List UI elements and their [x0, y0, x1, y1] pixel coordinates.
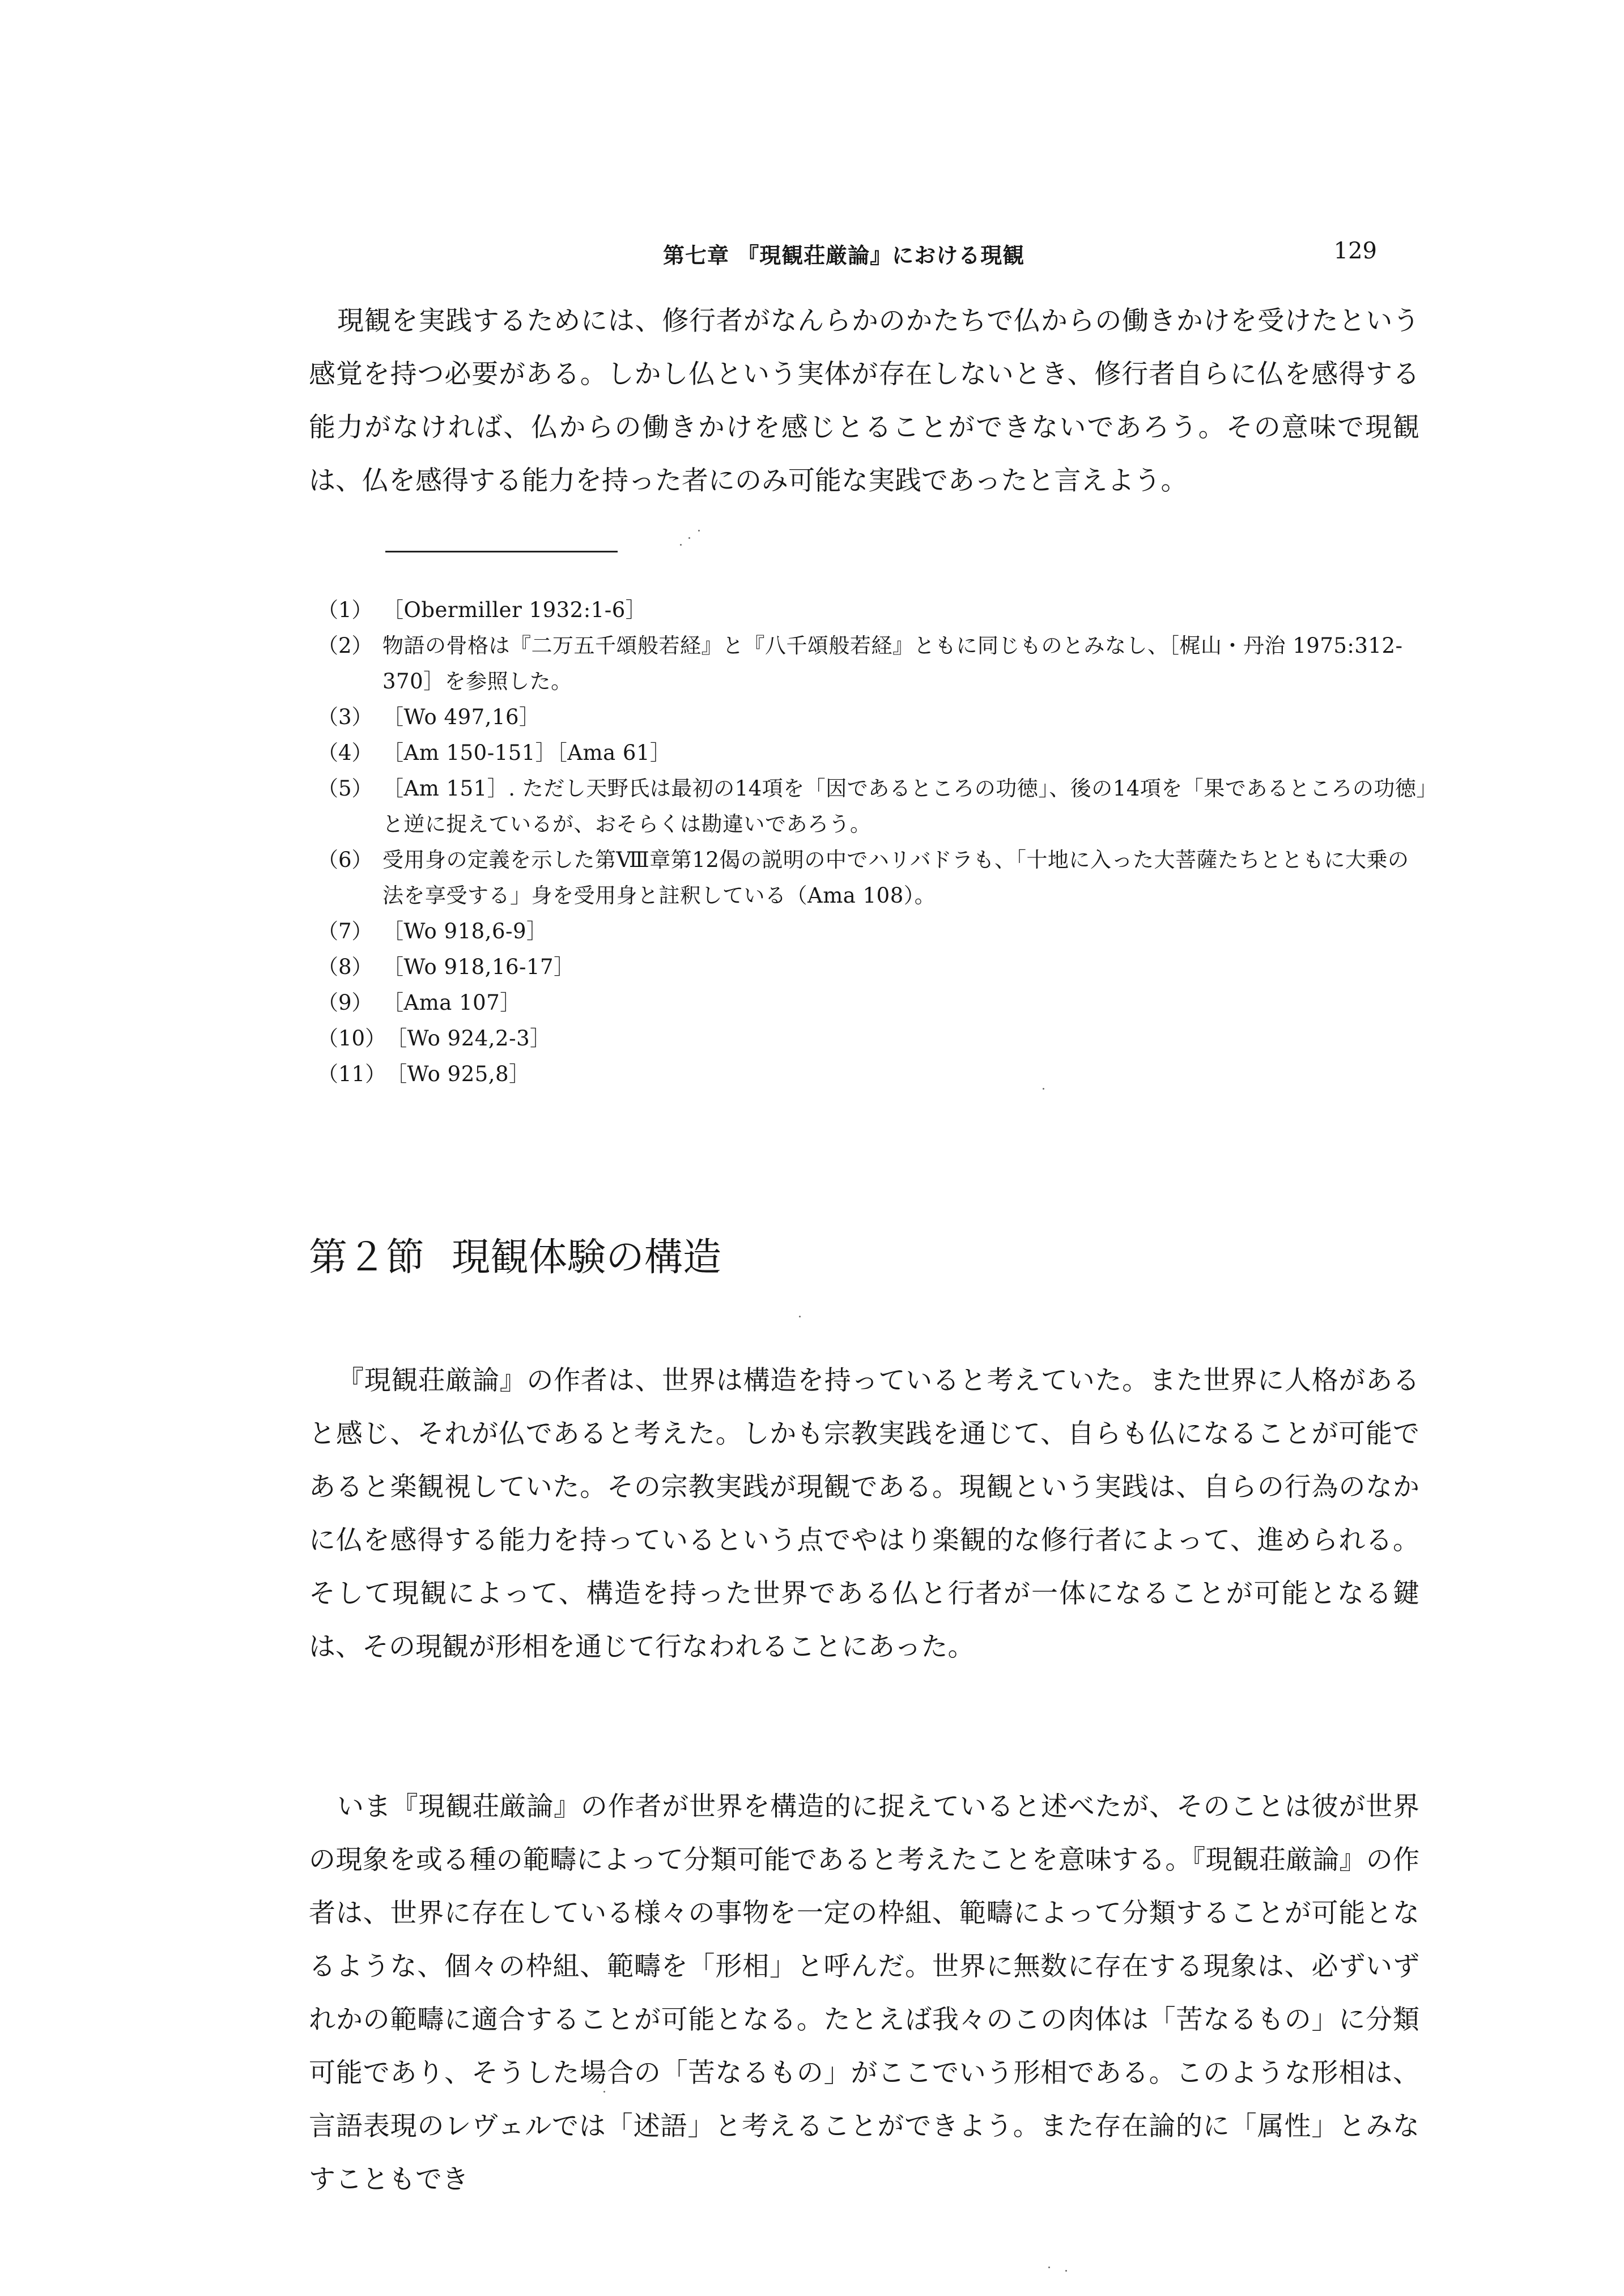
section-heading [309, 1227, 721, 1282]
footnote-number: （10） [317, 1026, 386, 1051]
footnote-text: ［Obermiller 1932:1-6］ [382, 598, 647, 622]
section-number: 第２節 [309, 1235, 425, 1280]
paragraph-intro: 現観を実践するためには、修行者がなんらかのかたちで仏からの働きかけを受けたという感覚を持つ必要がある。しかし仏という実体が存在しないとき、修行者自らに仏を感得する能力がなければ、仏からの働きかけを感じとることができないであろう。その意味で現観は、仏を感得する能力を持った者にのみ可能な実践であったと言えよう。 [309, 305, 1419, 496]
footnote-number: （1） [317, 598, 373, 622]
paragraph-section-1: 『現観荘厳論』の作者は、世界は構造を持っていると考えていた。また世界に人格があると感じ、それが仏であると考えた。しかも宗教実践を通じて、自らも仏になることが可能であると楽観視していた。その宗教実践が現観である。現観という実践は、自らの行為のなかに仏を感得する能力を持っているという点でやはり楽観的な修行者によって、進められる。そして現観によって、構造を持った世界である仏と行者が一体になることが可能となる鍵は、その現観が形相を通じて行なわれることにあった。 [309, 1365, 1419, 1663]
footnote-number: （7） [317, 919, 373, 943]
page-number: 129 [1333, 238, 1377, 264]
footnote-item [317, 949, 1428, 985]
scan-speck [1065, 2270, 1067, 2272]
scan-speck [799, 1316, 801, 1317]
footnote-item [317, 628, 1428, 699]
paragraph-section-2: いま『現観荘厳論』の作者が世界を構造的に捉えていると述べたが、そのことは彼が世界の現象を或る種の範疇によって分類可能であると考えたことを意味する。『現観荘厳論』の作者は、世界に存在している様々の事物を一定の枠組、範疇によって分類することが可能となるような、個々の枠組、範疇を「形相」と呼んだ。世界に無数に存在する現象は、必ずいずれかの範疇に適合することが可能となる。たとえば我々のこの肉体は「苦なるもの」に分類可能であり、そうした場合の「苦なるもの」がここでいう形相である。このような形相は、言語表現のレヴェルでは「述語」と考えることができよう。また存在論的に「属性」とみなすこともでき [309, 1791, 1419, 2195]
footnote-item [317, 735, 1428, 771]
footnote-number: （2） [317, 633, 373, 658]
footnote-number: （4） [317, 741, 373, 765]
footnote-text: ［Am 150-151］［Ama 61］ [382, 741, 671, 765]
footnote-number: （3） [317, 705, 373, 729]
footnote-item [317, 842, 1428, 913]
footnote-number: （8） [317, 955, 373, 979]
footnote-text: ［Am 151］. ただし天野氏は最初の14項を「因であるところの功徳」、後の14項を「果であるところの功徳」と逆に捉えているが、おそらくは勘違いであろう。 [382, 776, 1427, 836]
scan-speck [688, 537, 690, 539]
section-title: 現観体験の構造 [452, 1235, 722, 1280]
scan-speck [698, 530, 700, 532]
running-title: 第七章 『現観荘厳論』における現観 [663, 243, 1025, 268]
footnote-text: ［Wo 925,8］ [386, 1062, 530, 1086]
footnote-text: ［Wo 918,16-17］ [382, 955, 575, 979]
footnote-item [317, 592, 1428, 628]
scan-speck [680, 544, 682, 546]
footnote-item [317, 1056, 1428, 1092]
footnote-text: ［Wo 918,6-9］ [382, 919, 548, 943]
footnote-item [317, 1021, 1428, 1056]
footnote-number: （11） [317, 1062, 386, 1086]
footnote-divider [385, 551, 618, 552]
scan-speck [1043, 1088, 1044, 1090]
footnotes-list [317, 592, 1428, 1092]
footnote-item [317, 699, 1428, 735]
footnote-item [317, 913, 1428, 949]
footnote-item [317, 771, 1428, 842]
footnote-text: ［Ama 107］ [382, 990, 521, 1015]
footnote-number: （9） [317, 990, 373, 1015]
footnote-item [317, 985, 1428, 1021]
footnote-text: 受用身の定義を示した第Ⅷ章第12偈の説明の中でハリバドラも、「十地に入った大菩薩たちとともに大乗の法を享受する」身を受用身と註釈している（Ama 108）。 [382, 848, 1409, 908]
footnote-number: （5） [317, 776, 373, 801]
scan-speck [1048, 2267, 1050, 2268]
footnote-text: ［Wo 497,16］ [382, 705, 541, 729]
scan-speck [603, 2091, 605, 2093]
running-header [663, 238, 1377, 272]
footnote-text: ［Wo 924,2-3］ [386, 1026, 551, 1051]
footnote-text: 物語の骨格は『二万五千頌般若経』と『八千頌般若経』ともに同じものとみなし、［梶山・丹治 1975:312-370］を参照した。 [382, 633, 1403, 694]
footnote-number: （6） [317, 848, 373, 872]
